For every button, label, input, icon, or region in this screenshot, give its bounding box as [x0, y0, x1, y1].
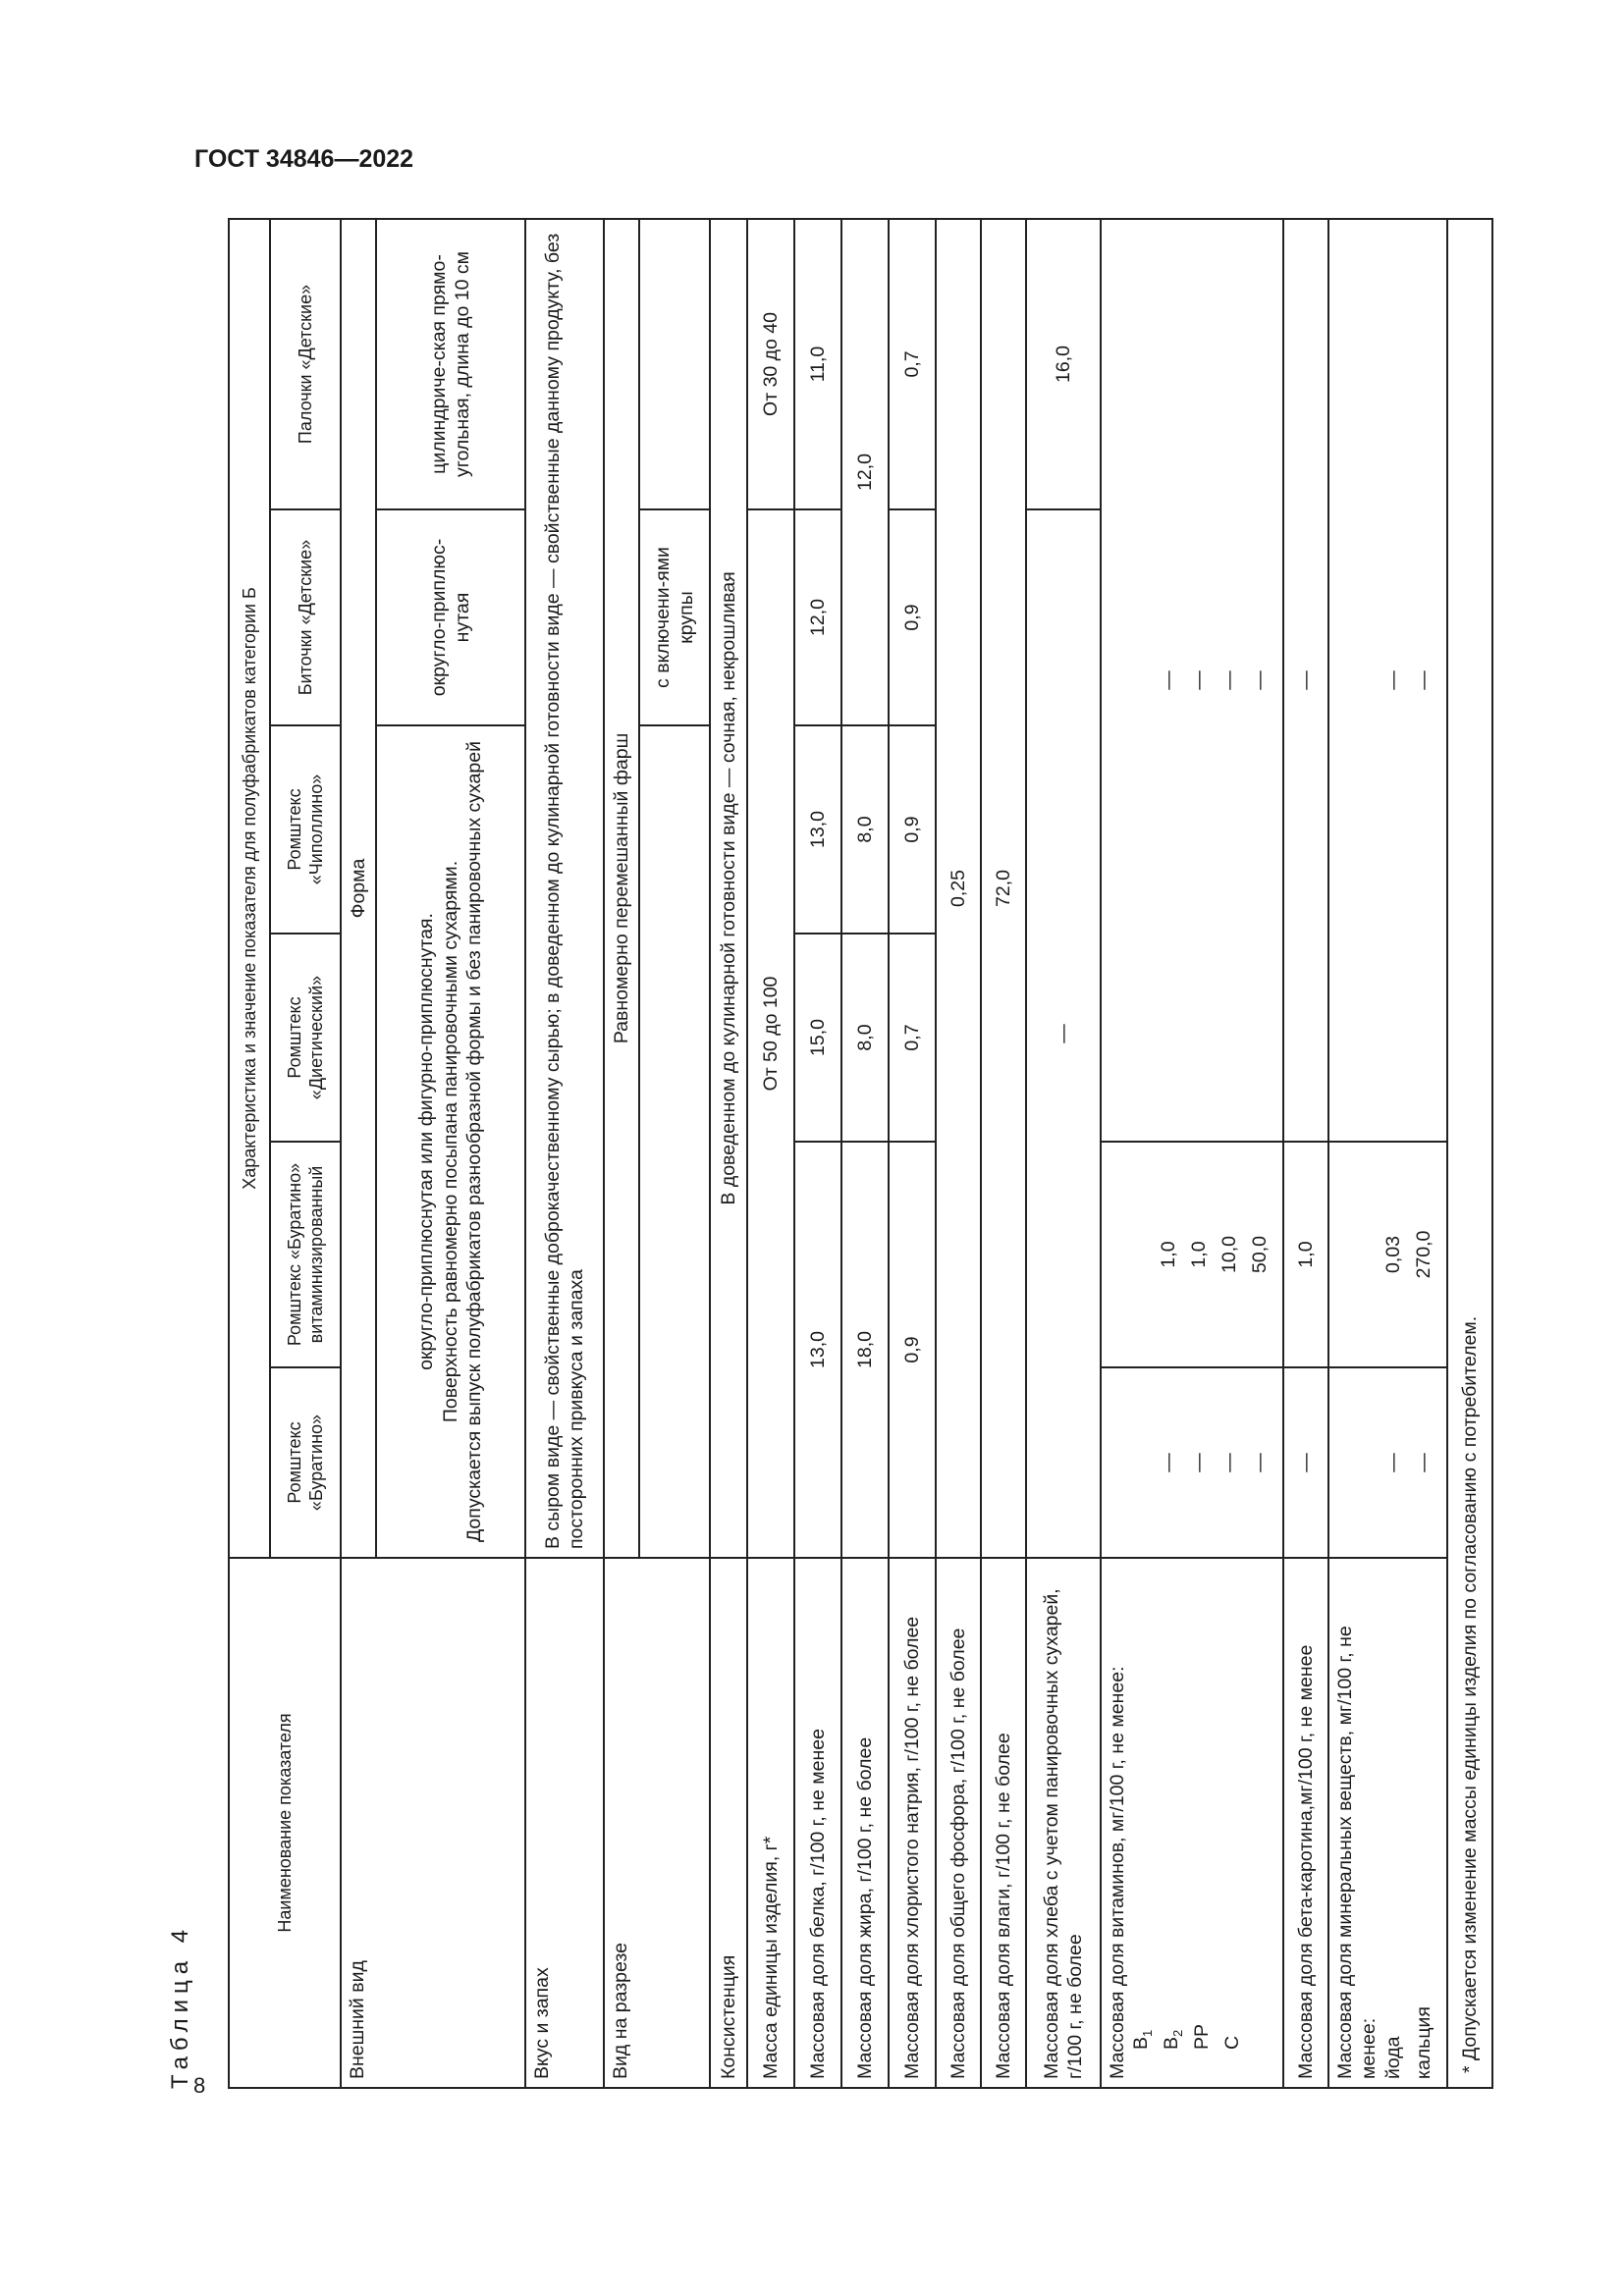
- section-common: Равномерно перемешанный фарш: [604, 219, 639, 1558]
- salt-v1: 0,9: [889, 1142, 936, 1558]
- protein-v1: 13,0: [794, 1142, 841, 1558]
- fat-v4: 8,0: [841, 725, 889, 934]
- protein-v4: 13,0: [794, 725, 841, 934]
- appearance-subhead: Форма: [341, 219, 376, 1558]
- col-header-product: Ромштекс «Буратино»: [270, 1367, 341, 1558]
- carotene-others: —: [1283, 219, 1328, 1142]
- protein-v3: 15,0: [794, 934, 841, 1142]
- col-header-product: Биточки «Детские»: [270, 509, 341, 725]
- row-label-bread: Массовая доля хлеба с учетом панировочных сухарей, г/100 г, не более: [1026, 1558, 1101, 2088]
- mineral-iodine: йода: [1381, 2036, 1404, 2079]
- bread-value: 16,0: [1026, 219, 1101, 509]
- appearance-shape-text: [376, 725, 525, 1558]
- section-empty: [639, 725, 710, 1558]
- minerals-label: Массовая доля минеральных веществ, мг/100 г, не менее:: [1334, 1626, 1380, 2079]
- table-caption: Таблица 4: [167, 1923, 193, 2089]
- mass-main: От 50 до 100: [747, 509, 794, 1558]
- row-label-phosphorus: Массовая доля общего фосфора, г/100 г, не более: [936, 1558, 981, 2088]
- col-header-name: Наименование показателя: [229, 1558, 341, 2088]
- rotated-table-block: [167, 220, 1481, 2089]
- col-header-product: Ромштекс «Буратино» витаминизированный: [270, 1142, 341, 1367]
- appearance-shape-b: Поверхность равномерно посыпана панировочными сухарями.: [439, 860, 461, 1423]
- row-label-moisture: Массовая доля влаги, г/100 г, не более: [981, 1558, 1026, 2088]
- vitamin-c: С: [1221, 2035, 1244, 2050]
- vitamin-b1: $В_1$: [1130, 2029, 1156, 2050]
- carotene-col1: —: [1283, 1367, 1328, 1558]
- protein-v5: 12,0: [794, 509, 841, 725]
- salt-v3: 0,7: [889, 934, 936, 1142]
- salt-v6: 0,7: [889, 219, 936, 509]
- consistency-text: В доведенном до кулинарной готовности виде — сочная, некрошливая: [710, 219, 747, 1558]
- fat-v56: 12,0: [841, 219, 889, 725]
- col-header-product: Ромштекс «Чиполлино»: [270, 725, 341, 934]
- col-header-product: Палочки «Детские»: [270, 219, 341, 509]
- row-label-mass: Масса единицы изделия, г*: [747, 1558, 794, 2088]
- vitamins-label: Массовая доля витаминов, мг/100 г, не менее:: [1107, 1666, 1128, 2079]
- carotene-col2: 1,0: [1283, 1142, 1328, 1367]
- vitamins-others: — — — —: [1101, 219, 1283, 1142]
- document-code: ГОСТ 34846—2022: [194, 145, 414, 173]
- mineral-calcium: кальция: [1412, 2006, 1435, 2079]
- phosphorus-value: 0,25: [936, 219, 981, 1558]
- minerals-col2: 0,03 270,0: [1328, 1142, 1447, 1367]
- fat-v3: 8,0: [841, 934, 889, 1142]
- section-bitochki: с включени-ями крупы: [639, 509, 710, 725]
- fat-v1: 18,0: [841, 1142, 889, 1558]
- row-label-appearance: Внешний вид: [341, 1558, 525, 2088]
- appearance-bitochki: округло-приплюс-нутая: [376, 509, 525, 725]
- minerals-col1: — —: [1328, 1367, 1447, 1558]
- col-header-group: Характеристика и значение показателя для полуфабрикатов категории Б: [229, 219, 270, 1558]
- row-label-salt: Массовая доля хлористого натрия, г/100 г, не более: [889, 1558, 936, 2088]
- salt-v4: 0,9: [889, 725, 936, 934]
- row-label-consistency: Консистенция: [710, 1558, 747, 2088]
- appearance-shape-c: Допускается выпуск полуфабрикатов разнообразной формы и без панировочных сухарей: [463, 741, 486, 1542]
- vitamin-b2: $В_2$: [1161, 2029, 1186, 2050]
- section-palochki-empty: [639, 219, 710, 509]
- appearance-palochki: цилиндриче-ская прямо-угольная, длина до 10 см: [376, 219, 525, 509]
- row-label-minerals: [1328, 1558, 1447, 2088]
- row-label-taste: Вкус и запах: [525, 1558, 604, 2088]
- taste-text: В сыром виде — свойственные доброкачественному сырью; в доведенном до кулинарной готовности виде — свойственные данному продукту, без посторонних привкуса и запаха: [525, 219, 604, 1558]
- moisture-value: 72,0: [981, 219, 1026, 1558]
- salt-v5: 0,9: [889, 509, 936, 725]
- col-header-product: Ромштекс «Диетический»: [270, 934, 341, 1142]
- indicators-table: [228, 218, 1493, 2089]
- appearance-shape-a: округло-приплюснутая или фигурно-приплюснутая.: [415, 913, 438, 1370]
- vitamins-col1: — — — —: [1101, 1367, 1283, 1558]
- minerals-others: — —: [1328, 219, 1447, 1142]
- page-number: 8: [193, 2073, 206, 2098]
- table-footnote: * Допускается изменение массы единицы изделия по согласованию с потребителем.: [1447, 219, 1492, 2088]
- row-label-fat: Массовая доля жира, г/100 г, не более: [841, 1558, 889, 2088]
- mass-palochki: От 30 до 40: [747, 219, 794, 509]
- vitamin-pp: РР: [1191, 2023, 1214, 2050]
- row-label-carotene: Массовая доля бета-каротина,мг/100 г, не менее: [1283, 1558, 1328, 2088]
- row-label-protein: Массовая доля белка, г/100 г, не менее: [794, 1558, 841, 2088]
- row-label-section: Вид на разрезе: [604, 1558, 710, 2088]
- protein-v6: 11,0: [794, 219, 841, 509]
- vitamins-col2: 1,0 1,0 10,0 50,0: [1101, 1142, 1283, 1367]
- bread-dash: —: [1026, 509, 1101, 1558]
- row-label-vitamins: [1101, 1558, 1283, 2088]
